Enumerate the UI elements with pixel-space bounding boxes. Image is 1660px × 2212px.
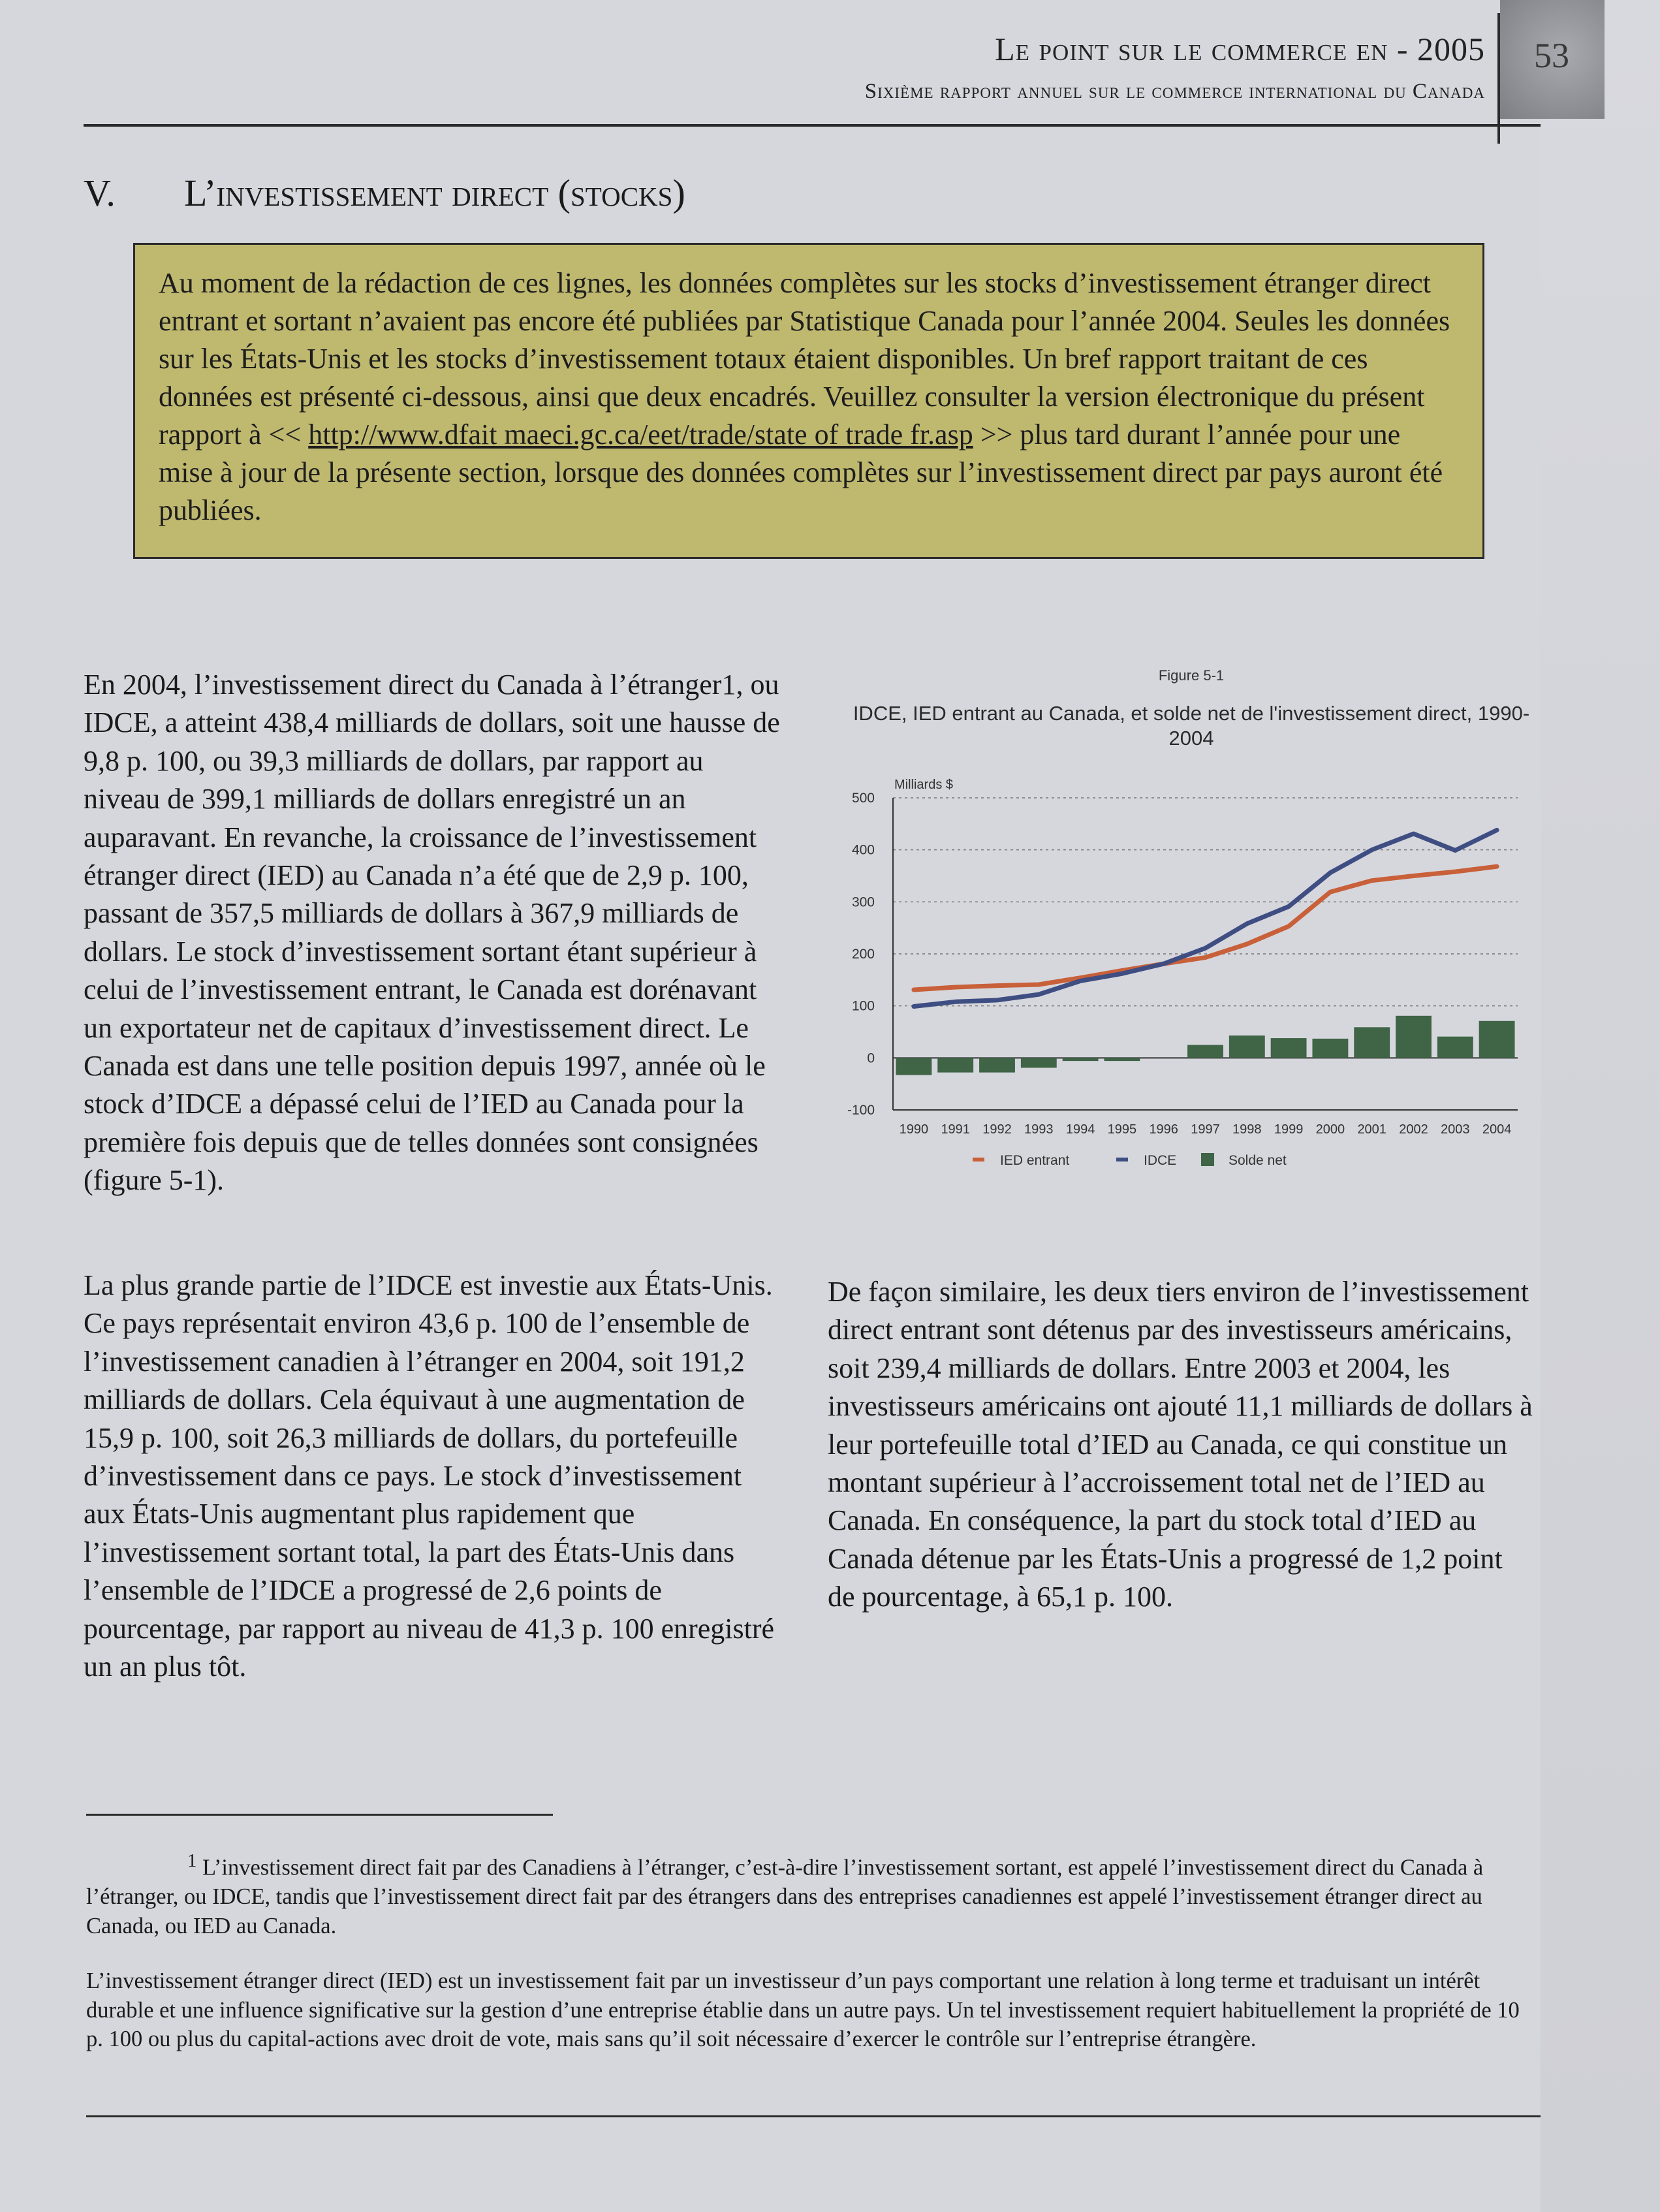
notice-text-after: >> plus tard durant l’année pour une mise à jour de la présente section, lorsque des données complètes sur l’investissement direct par pays auront été publiées.	[159, 419, 1443, 526]
x-tick-label: 2003	[1441, 1122, 1470, 1137]
x-tick-label: 1994	[1065, 1122, 1095, 1137]
bar-solde-net	[1063, 1058, 1099, 1061]
footnote-1	[86, 1846, 1522, 1940]
header-rule	[84, 124, 1541, 127]
x-tick-label: 1991	[941, 1122, 970, 1137]
bar-solde-net	[1437, 1037, 1473, 1058]
chart-5-1	[836, 764, 1547, 1182]
y-axis-label: Milliards $	[894, 778, 954, 792]
x-tick-label: 1995	[1107, 1122, 1137, 1137]
figure-title: IDCE, IED entrant au Canada, et solde net de l'investissement direct, 1990-2004	[853, 702, 1530, 750]
body-paragraph: En 2004, l’investissement direct du Canada à l’étranger1, ou IDCE, a atteint 438,4 milliards de dollars, soit une hausse de 9,8 p. 100, ou 39,3 milliards de dollars, par rapport au niveau de 399,1 milliards de dollars enregistré un an auparavant. En revanche, la croissance de l’investissement étranger direct (IED) au Canada n’a été que de 2,9 p. 100, passant de 357,5 milliards de dollars à 367,9 milliards de dollars. Le stock d’investissement sortant étant supérieur à celui de l’investissement entrant, le Canada est dorénavant un exportateur net de capitaux d’investissement direct. Le Canada est dans une telle position depuis 1997, année où le stock d’IDCE a dépassé celui de l’IED au Canada pour la première fois depuis que de telles données sont consignées (figure 5-1).	[84, 669, 780, 1197]
x-tick-label: 2000	[1315, 1122, 1345, 1137]
bar-solde-net	[1396, 1016, 1432, 1058]
bar-solde-net	[1021, 1058, 1057, 1067]
line-idce	[914, 830, 1497, 1006]
footnote-marker: 1	[187, 1850, 197, 1871]
header-vertical-rule	[1497, 13, 1500, 144]
running-header-title: Le point sur le commerce en - 2005	[995, 31, 1485, 67]
y-tick-label: 500	[851, 791, 875, 806]
notice-text-before: Au moment de la rédaction de ces lignes, les données complètes sur les stocks d’investissement étranger direct entrant et sortant n’avaient pas encore été publiées par Statistique Canada pour l’année 2004. Seules les données sur les États-Unis et les stocks d’investissement totaux étaient disponibles. Un bref rapport traitant de ces données est présenté ci-dessous, ainsi que deux encadrés. Veuillez consulter la version électronique du présent rapport à <<	[159, 267, 1450, 450]
legend-label: Solde net	[1229, 1153, 1287, 1168]
body-paragraph: De façon similaire, les deux tiers environ de l’investissement direct entrant sont détenus par des investisseurs américains, soit 239,4 milliards de dollars. Entre 2003 et 2004, les investisseurs américains ont ajouté 11,1 milliards de dollars à leur portefeuille total d’IED au Canada, ce qui constitue un montant supérieur à l’accroissement total net de l’IED au Canada. En conséquence, la part du stock total d’IED au Canada détenue par les États-Unis a progressé de 1,2 point de pourcentage, à 65,1 p. 100.	[828, 1276, 1533, 1613]
bar-solde-net	[1312, 1039, 1348, 1058]
x-tick-label: 1990	[899, 1122, 929, 1137]
x-tick-label: 2002	[1399, 1122, 1428, 1137]
legend-label: IDCE	[1144, 1153, 1177, 1168]
right-column-para	[828, 1273, 1533, 1617]
x-tick-label: 2001	[1357, 1122, 1386, 1137]
footnote-1-text: L’investissement direct fait par des Canadiens à l’étranger, c’est-à-dire l’investissement sortant, est appelé l’investissement direct du Canada à l’étranger, ou IDCE, tandis que l’investissement direct fait par des étrangers dans des entreprises canadiennes est appelé l’investissement étranger direct au Canada, ou IED au Canada.	[86, 1855, 1484, 1938]
bar-solde-net	[937, 1058, 973, 1072]
bar-solde-net	[1104, 1058, 1140, 1061]
bar-solde-net	[896, 1058, 932, 1075]
y-tick-label: -100	[847, 1103, 875, 1118]
footnote-2	[86, 1967, 1522, 2054]
left-column-para1	[84, 666, 782, 1200]
report-link[interactable]: http://www.dfait maeci.gc.ca/eet/trade/state of trade fr.asp	[308, 419, 973, 450]
left-column-para2	[84, 1267, 782, 1686]
section-number: V.	[84, 172, 116, 214]
legend-label: IED entrant	[1000, 1153, 1070, 1168]
x-tick-label: 1993	[1024, 1122, 1054, 1137]
legend-swatch	[1116, 1158, 1128, 1161]
line-ied-entrant	[914, 866, 1497, 990]
notice-box	[133, 243, 1484, 559]
legend-swatch	[1201, 1153, 1214, 1166]
bar-solde-net	[1187, 1045, 1223, 1058]
footnote-2-text: L’investissement étranger direct (IED) est un investissement fait par un investisseur d’un pays comportant une relation à long terme et traduisant un intérêt durable et une influence significative sur la gestion d’une entreprise établie dans un autre pays. Un tel investissement requiert habituellement la propriété de 10 p. 100 ou plus du capital-actions avec droit de vote, mais sans qu’il soit nécessaire d’exercer le contrôle sur l’entreprise étrangère.	[86, 1968, 1520, 2051]
bar-solde-net	[979, 1058, 1015, 1072]
legend-swatch	[973, 1158, 984, 1161]
x-tick-label: 1992	[982, 1122, 1012, 1137]
footnote-rule	[86, 1814, 553, 1816]
bar-solde-net	[1229, 1035, 1265, 1058]
y-tick-label: 400	[851, 842, 875, 858]
x-tick-label: 1998	[1232, 1122, 1262, 1137]
y-tick-label: 200	[851, 947, 875, 962]
bar-solde-net	[1271, 1038, 1307, 1058]
y-tick-label: 100	[851, 998, 875, 1014]
y-tick-label: 0	[867, 1051, 875, 1066]
section-title: L’investissement direct (stocks)	[184, 172, 685, 214]
x-tick-label: 1996	[1149, 1122, 1178, 1137]
figure-label: Figure 5-1	[1158, 667, 1225, 684]
running-header-subtitle: Sixième rapport annuel sur le commerce international du Canada	[864, 80, 1485, 103]
x-tick-label: 2004	[1482, 1122, 1512, 1137]
bottom-rule	[86, 2115, 1541, 2117]
bar-solde-net	[1354, 1027, 1390, 1058]
page-number: 53	[1534, 36, 1569, 75]
x-tick-label: 1999	[1274, 1122, 1304, 1137]
body-paragraph: La plus grande partie de l’IDCE est investie aux États-Unis. Ce pays représentait environ 43,6 p. 100 de l’ensemble de l’investissement canadien à l’étranger en 2004, soit 191,2 milliards de dollars. Cela équivaut à une augmentation de 15,9 p. 100, soit 26,3 milliards de dollars, du portefeuille d’investissement dans ce pays. Le stock d’investissement aux États-Unis augmentant plus rapidement que l’investissement sortant total, la part des États-Unis dans l’ensemble de l’IDCE a progressé de 2,6 points de pourcentage, par rapport au niveau de 41,3 p. 100 enregistré un an plus tôt.	[84, 1269, 775, 1683]
y-tick-label: 300	[851, 894, 875, 910]
bar-solde-net	[1479, 1021, 1515, 1058]
x-tick-label: 1997	[1191, 1122, 1220, 1137]
